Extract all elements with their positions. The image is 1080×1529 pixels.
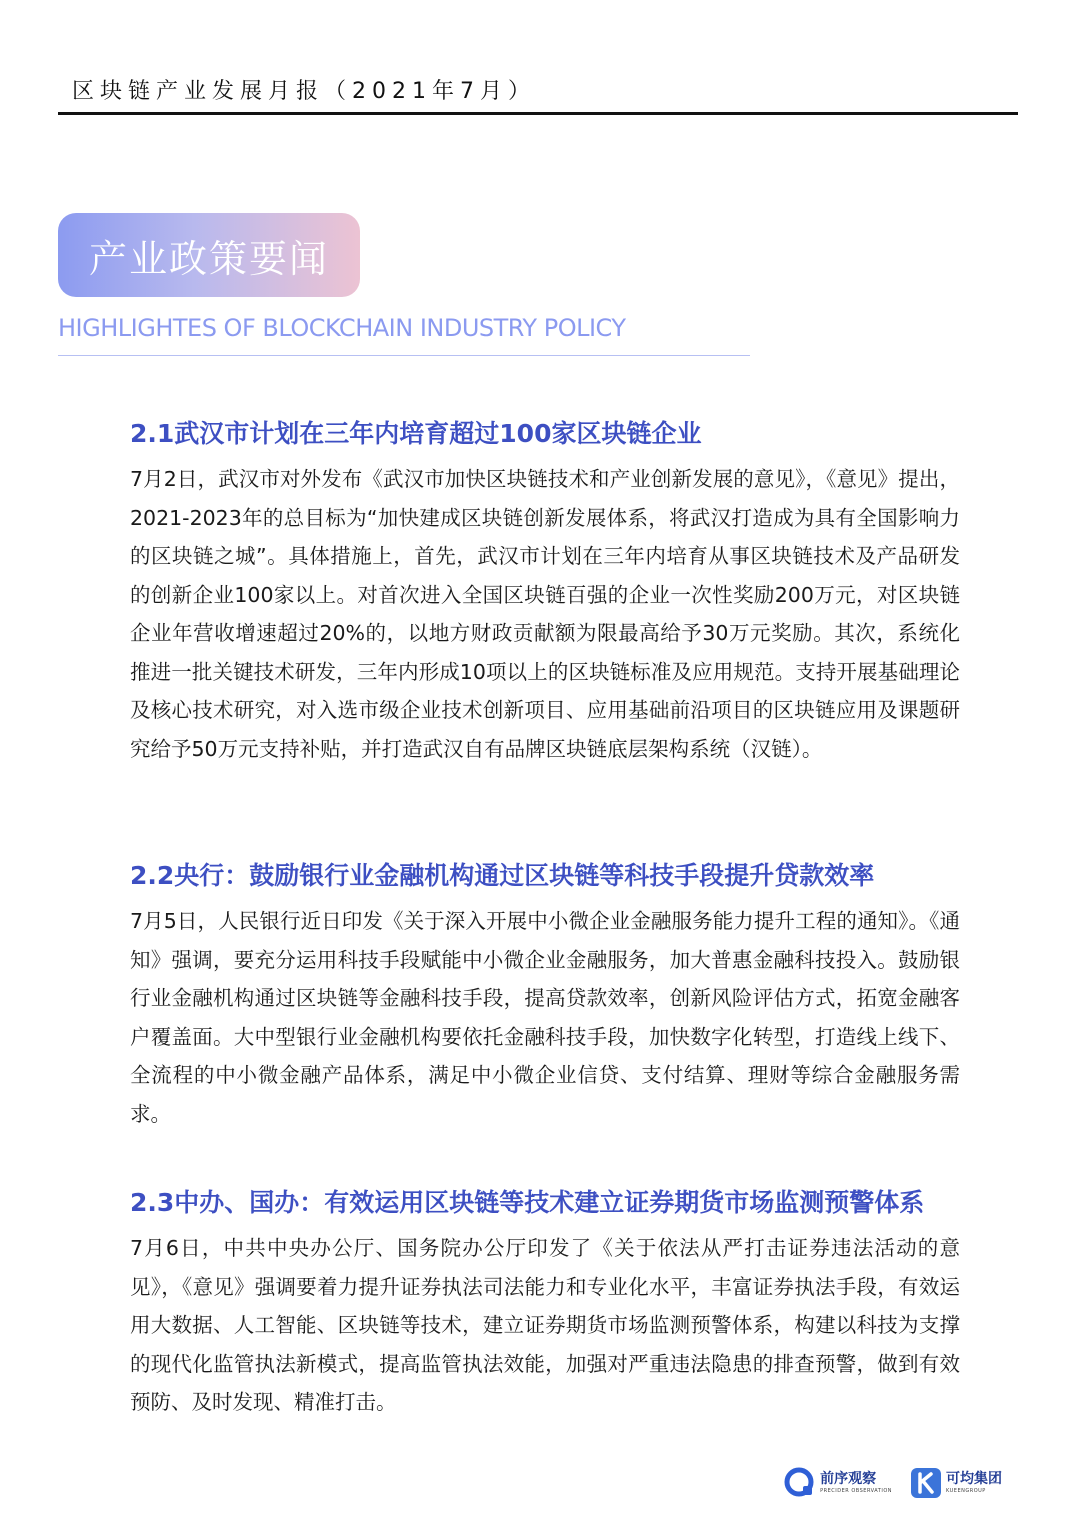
logo-subtitle: PRECIDER OBSERVATION [820, 1488, 892, 1494]
report-header-title: 区块链产业发展月报（2021年7月） [72, 79, 536, 104]
article-2-2 [130, 858, 960, 1133]
logo-name: 前序观察 [820, 1471, 877, 1487]
section-badge-label: 产业政策要闻 [88, 236, 329, 281]
article-body: 7月5日，人民银行近日印发《关于深入开展中小微企业金融服务能力提升工程的通知》。《通知》强调，要充分运用科技手段赋能中小微企业金融服务，加大普惠金融科技投入。鼓励银行业金融机构通过区块链等金融科技手段，提高贷款效率，创新风险评估方式，拓宽金融客户覆盖面。大中型银行业金融机构要依托金融科技手段，加快数字化转型，打造线上线下、全流程的中小微金融产品体系，满足中小微企业信贷、支付结算、理财等综合金融服务需求。 [130, 909, 960, 1126]
section-divider [58, 355, 750, 356]
article-2-3 [130, 1185, 960, 1422]
article-title: 2.1武汉市计划在三年内培育超过100家区块链企业 [130, 419, 702, 448]
article-body: 7月6日，中共中央办公厅、国务院办公厅印发了《关于依法从严打击证券违法活动的意见》，《意见》强调要着力提升证券执法司法能力和专业化水平，丰富证券执法手段，有效运用大数据、人工智能、区块链等技术，建立证券期货市场监测预警体系，构建以科技为支撑的现代化监管执法新模式，提高监管执法效能，加强对严重违法隐患的排查预警，做到有效预防、及时发现、精准打击。 [130, 1236, 960, 1414]
footer-logos [784, 1467, 1002, 1499]
article-2-1 [130, 416, 960, 768]
logo-qianxu-observation [784, 1467, 892, 1499]
k-square-icon [910, 1467, 942, 1499]
article-body: 7月2日，武汉市对外发布《武汉市加快区块链技术和产业创新发展的意见》，《意见》提出，2021-2023年的总目标为“加快建成区块链创新发展体系，将武汉打造成为具有全国影响力的区块链之城”。具体措施上，首先，武汉市计划在三年内培育从事区块链技术及产品研发的创新企业100家以上。对首次进入全国区块链百强的企业一次性奖励200万元，对区块链企业年营收增速超过20%的，以地方财政贡献额为限最高给予30万元奖励。其次，系统化推进一批关键技术研发，三年内形成10项以上的区块链标准及应用规范。支持开展基础理论及核心技术研究，对入选市级企业技术创新项目、应用基础前沿项目的区块链应用及课题研究给予50万元支持补贴，并打造武汉自有品牌区块链底层架构系统（汉链）。 [130, 467, 960, 761]
section-subtitle: HIGHLIGHTES OF BLOCKCHAIN INDUSTRY POLICY [58, 314, 626, 342]
article-title: 2.3中办、国办：有效运用区块链等技术建立证券期货市场监测预警体系 [130, 1188, 925, 1217]
article-title: 2.2央行：鼓励银行业金融机构通过区块链等科技手段提升贷款效率 [130, 861, 875, 890]
logo-kejun-group [910, 1467, 1002, 1499]
q-circle-icon [784, 1467, 816, 1499]
logo-name: 可均集团 [946, 1471, 1002, 1487]
section-badge [58, 213, 360, 297]
logo-subtitle: KUEENGROUP [946, 1488, 986, 1494]
header-divider [58, 112, 1018, 115]
